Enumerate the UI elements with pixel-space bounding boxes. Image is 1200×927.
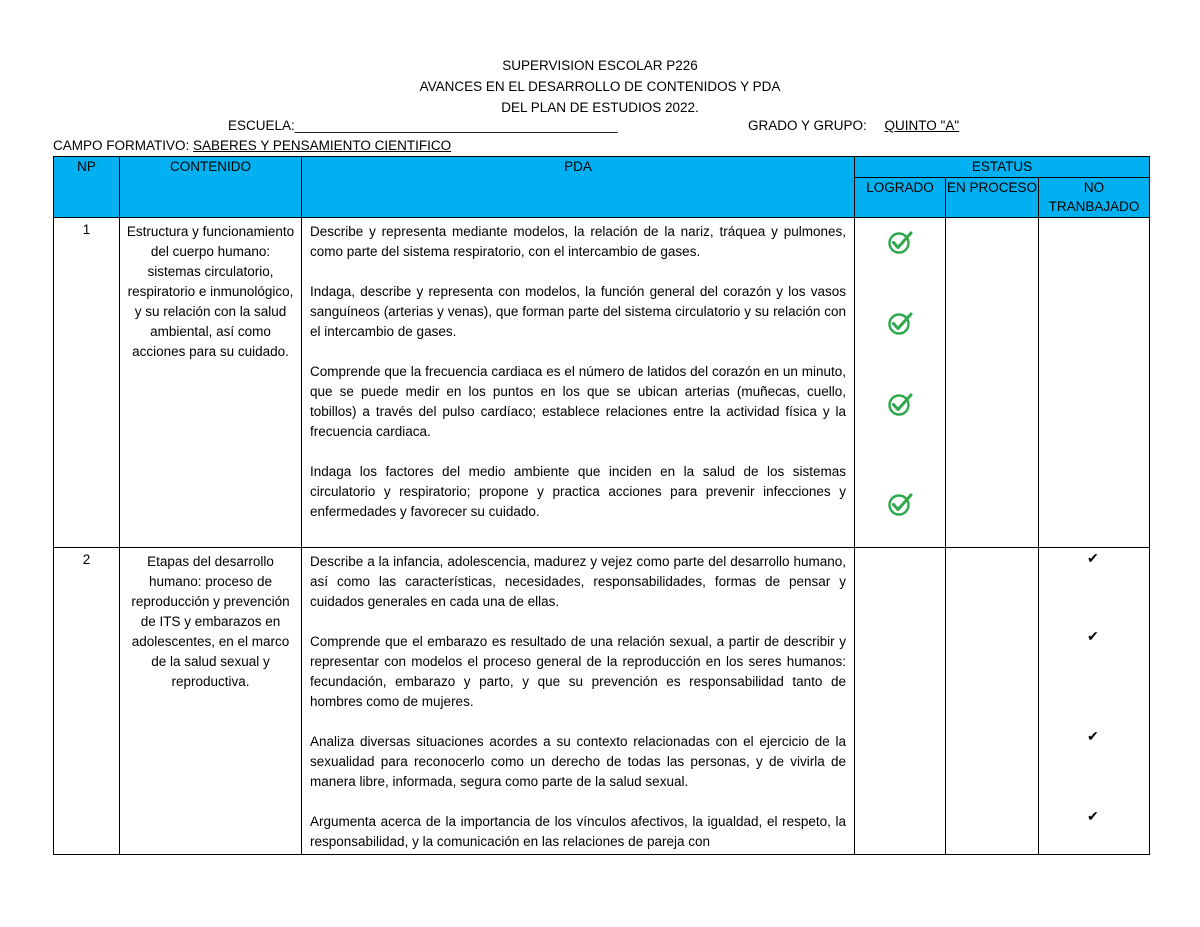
row-contenido: Estructura y funcionamiento del cuerpo humano: sistemas circulatorio, respiratorio e inmunológico, y su relación con la salud ambiental, así como acciones para su cuidado.	[120, 218, 302, 548]
grado-value: QUINTO "A"	[884, 118, 960, 133]
pda-item: Indaga los factores del medio ambiente que inciden en la salud de los sistemas circulatorio y respiratorio; propone y practica acciones para prevenir infecciones y enfermedades y favorecer su cuidado.	[310, 464, 846, 519]
status-logrado-cell	[855, 218, 946, 548]
green-check-circle-icon	[887, 490, 915, 518]
header-logrado: LOGRADO	[855, 178, 946, 218]
row-np: 1	[54, 218, 120, 548]
campo-value: SABERES Y PENSAMIENTO CIENTIFICO	[193, 138, 452, 153]
campo-formativo	[53, 138, 451, 153]
pda-item: Describe a la infancia, adolescencia, madurez y vejez como parte del desarrollo humano, así como las características, necesidades, responsabilidades, formas de pensar y cuidados generales en cada una de ellas.	[310, 554, 846, 609]
pda-item: Describe y representa mediante modelos, la relación de la nariz, tráquea y pulmones, como parte del sistema respiratorio, con el intercambio de gases.	[310, 224, 846, 259]
campo-label: CAMPO FORMATIVO:	[53, 138, 190, 153]
green-check-circle-icon	[887, 309, 915, 337]
green-check-circle-icon	[887, 390, 915, 418]
row-np: 2	[54, 548, 120, 855]
checkmark-icon: ✔	[1087, 628, 1099, 644]
header-np: NP	[54, 157, 120, 218]
checkmark-icon: ✔	[1087, 808, 1099, 824]
grado-label: GRADO Y GRUPO:	[748, 118, 867, 133]
escuela-blank: ___________________________________________	[294, 118, 618, 133]
row-contenido: Etapas del desarrollo humano: proceso de reproducción y prevención de ITS y embarazos en adolescentes, en el marco de la salud sexual y reproductiva.	[120, 548, 302, 855]
header-estatus: ESTATUS	[855, 157, 1150, 178]
status-en-proceso-cell	[946, 548, 1039, 855]
table-row	[54, 548, 1150, 855]
green-check-circle-icon	[887, 228, 915, 256]
title-line-3: DEL PLAN DE ESTUDIOS 2022.	[501, 100, 699, 115]
title-line-2: AVANCES EN EL DESARROLLO DE CONTENIDOS Y PDA	[419, 79, 781, 94]
checkmark-icon: ✔	[1087, 550, 1099, 566]
pda-progress-table	[53, 156, 1150, 855]
escuela-field	[228, 118, 618, 133]
header-pda: PDA	[302, 157, 855, 218]
pda-item: Comprende que el embarazo es resultado de una relación sexual, a partir de describir y representar con modelos el proceso general de la reproducción en los seres humanos: fecundación, embarazo y parto, y que su prevención es responsabilidad tanto de hombres como de mujeres.	[310, 634, 846, 709]
header-contenido: CONTENIDO	[120, 157, 302, 218]
escuela-label: ESCUELA:	[228, 118, 295, 133]
header-en-proceso: EN PROCESO	[946, 178, 1039, 218]
pda-item: Argumenta acerca de la importancia de los vínculos afectivos, la igualdad, el respeto, la responsabilidad, y la comunicación en las relaciones de pareja con	[310, 814, 846, 849]
status-en-proceso-cell	[946, 218, 1039, 548]
status-no-trabajado-cell	[1039, 548, 1150, 855]
row-pda	[302, 218, 855, 548]
title-line-1: SUPERVISION ESCOLAR P226	[502, 58, 698, 73]
pda-item: Indaga, describe y representa con modelos, la función general del corazón y los vasos sanguíneos (arterias y venas), que forman parte del sistema circulatorio y su relación con el intercambio de gases.	[310, 284, 846, 339]
checkmark-icon: ✔	[1087, 728, 1099, 744]
status-no-trabajado-cell	[1039, 218, 1150, 548]
table-row	[54, 218, 1150, 548]
row-pda	[302, 548, 855, 855]
pda-item: Comprende que la frecuencia cardiaca es el número de latidos del corazón en un minuto, que se puede medir en los puntos en los que se ubican arterias (muñecas, cuello, tobillos) a través del pulso cardíaco; establece relaciones entre la actividad física y la frecuencia cardiaca.	[310, 364, 846, 439]
status-logrado-cell	[855, 548, 946, 855]
header-no-trabajado: NO TRANBAJADO	[1039, 178, 1150, 218]
grado-field	[748, 118, 959, 133]
pda-item: Analiza diversas situaciones acordes a su contexto relacionadas con el ejercicio de la sexualidad para reconocerlo como un derecho de todas las personas, y de vivirla de manera libre, informada, segura como parte de la salud sexual.	[310, 734, 846, 789]
